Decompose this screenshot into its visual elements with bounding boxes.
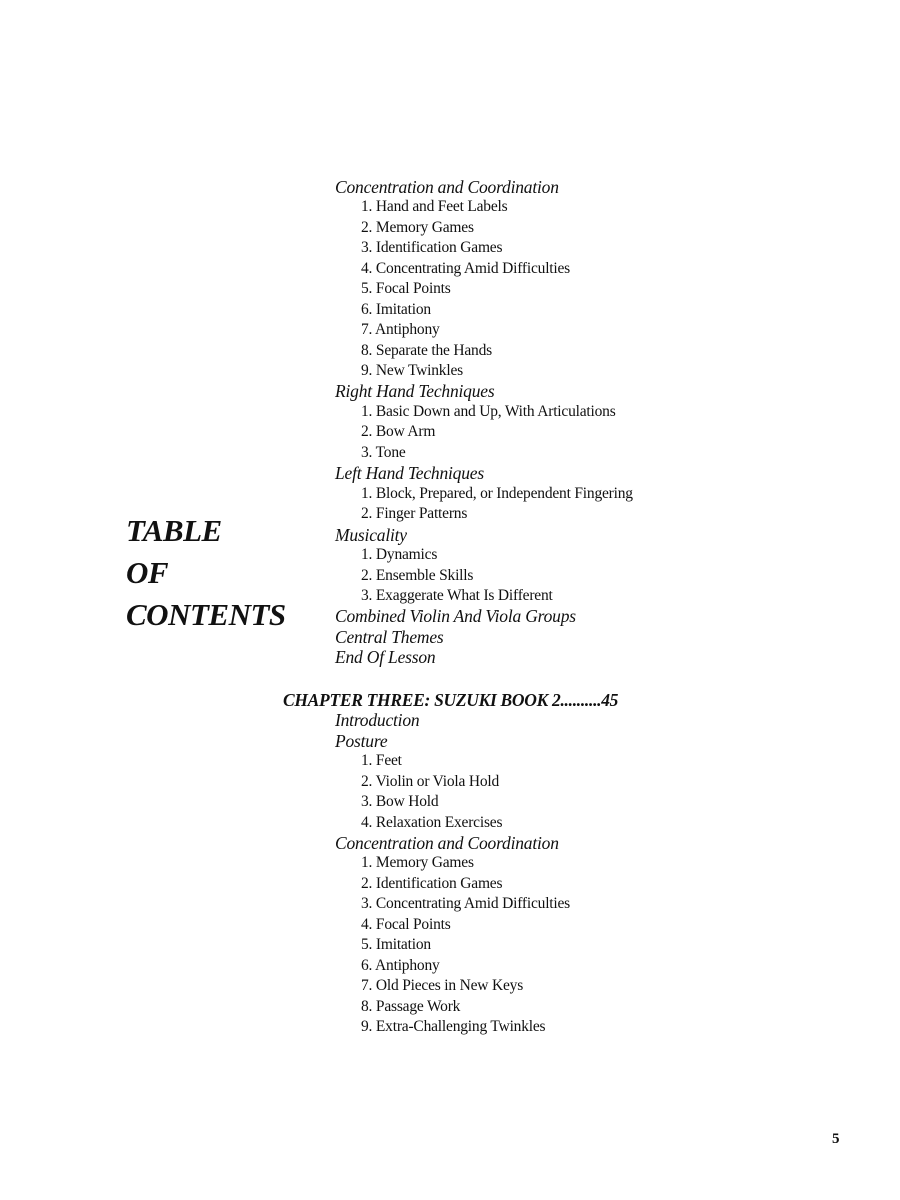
toc-section: Central Themes <box>335 627 444 647</box>
toc-section: Combined Violin And Viola Groups <box>335 606 576 626</box>
toc-chapter: CHAPTER THREE: SUZUKI BOOK 2..........45 <box>283 690 619 710</box>
toc-item: 9. New Twinkles <box>361 362 463 379</box>
toc-item: 6. Antiphony <box>361 957 440 974</box>
toc-item: 3. Bow Hold <box>361 793 439 810</box>
toc-item: 1. Feet <box>361 752 402 769</box>
toc-item: 4. Relaxation Exercises <box>361 814 503 831</box>
toc-item: 5. Focal Points <box>361 280 451 297</box>
page-number: 5 <box>832 1131 840 1147</box>
toc-section: Right Hand Techniques <box>335 381 495 401</box>
toc-section: Introduction <box>335 710 420 730</box>
toc-heading-line-1: TABLE <box>126 513 222 548</box>
toc-item: 1. Hand and Feet Labels <box>361 198 508 215</box>
toc-section: Concentration and Coordination <box>335 177 559 197</box>
toc-section: Musicality <box>335 525 407 545</box>
toc-item: 2. Violin or Viola Hold <box>361 773 500 790</box>
toc-item: 1. Dynamics <box>361 546 438 563</box>
toc-section: Posture <box>335 731 388 751</box>
toc-item: 6. Imitation <box>361 301 431 318</box>
toc-item: 4. Focal Points <box>361 916 451 933</box>
toc-item: 1. Memory Games <box>361 854 474 871</box>
toc-section: Concentration and Coordination <box>335 833 559 853</box>
toc-item: 2. Memory Games <box>361 219 474 236</box>
toc-item: 4. Concentrating Amid Difficulties <box>361 260 571 277</box>
toc-item: 2. Identification Games <box>361 875 503 892</box>
toc-item: 8. Separate the Hands <box>361 342 492 359</box>
toc-item: 2. Finger Patterns <box>361 505 468 522</box>
toc-section: Left Hand Techniques <box>335 463 484 483</box>
toc-item: 3. Exaggerate What Is Different <box>361 587 553 604</box>
toc-item: 3. Concentrating Amid Difficulties <box>361 895 571 912</box>
toc-item: 2. Ensemble Skills <box>361 567 474 584</box>
toc-item: 7. Old Pieces in New Keys <box>361 977 524 994</box>
toc-item: 9. Extra-Challenging Twinkles <box>361 1018 546 1035</box>
toc-item: 3. Identification Games <box>361 239 503 256</box>
toc-item: 1. Block, Prepared, or Independent Fingering <box>361 485 633 502</box>
toc-item: 5. Imitation <box>361 936 431 953</box>
toc-item: 2. Bow Arm <box>361 423 436 440</box>
toc-section: End Of Lesson <box>335 647 436 667</box>
toc-item: 3. Tone <box>361 444 406 461</box>
toc-heading-line-3: CONTENTS <box>126 597 286 632</box>
toc-item: 1. Basic Down and Up, With Articulations <box>361 403 616 420</box>
toc-item: 7. Antiphony <box>361 321 440 338</box>
toc-item: 8. Passage Work <box>361 998 461 1015</box>
toc-heading-line-2: OF <box>126 555 169 590</box>
